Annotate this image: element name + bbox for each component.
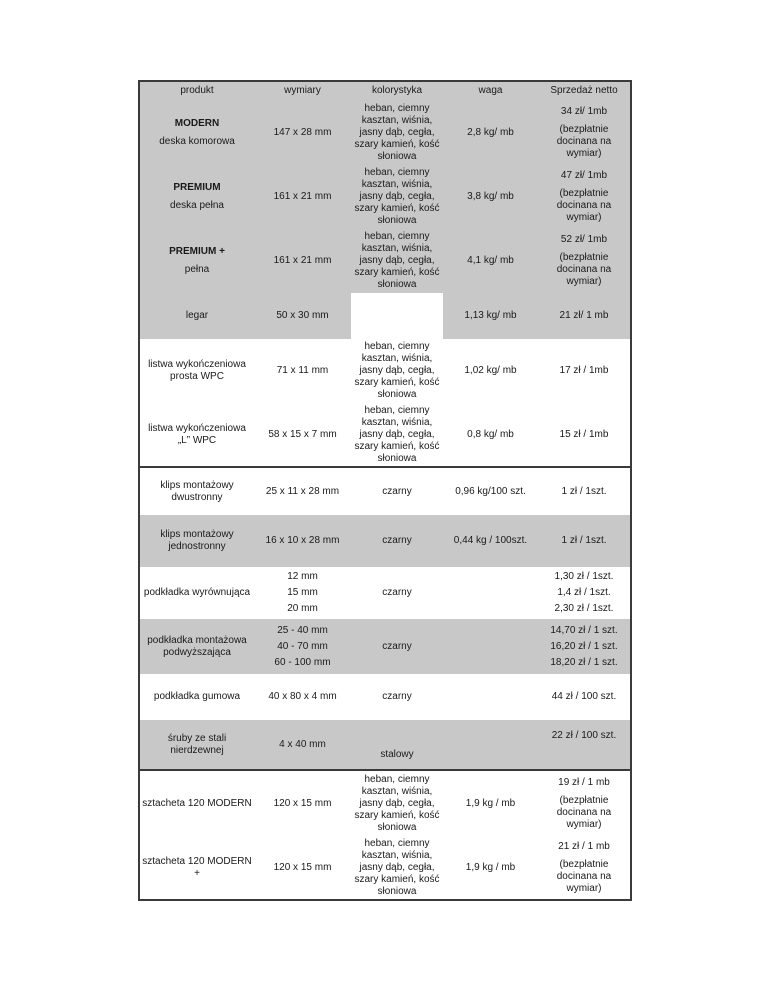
product-prices: 14,70 zł / 1 szt. 16,20 zł / 1 szt. 18,20 zł / 1 szt.: [538, 619, 631, 674]
price-table: [138, 80, 632, 901]
product-colors: heban, ciemny kasztan, wiśnia, jasny dąb, cegła, szary kamień, kość słoniowa: [354, 231, 440, 290]
product-price: 21 zł/ 1 mb: [538, 293, 631, 339]
product-weight-empty: [443, 674, 538, 720]
product-color: czarny: [382, 640, 412, 652]
product-price: 44 zł / 100 szt.: [538, 674, 631, 720]
product-name: legar: [139, 293, 254, 339]
table-row: [139, 165, 631, 229]
product-name: podkładka wyrównująca: [139, 567, 254, 619]
product-weight: 1,9 kg / mb: [443, 770, 538, 836]
product-weight: 4,1 kg/ mb: [467, 255, 514, 266]
product-weight: 2,8 kg/ mb: [467, 126, 514, 138]
product-name: listwa wykończeniowa prosta WPC: [139, 339, 254, 403]
product-colors: heban, ciemny kasztan, wiśnia, jasny dąb, cegła, szary kamień, kość słoniowa: [351, 770, 443, 836]
product-name: sztacheta 120 MODERN +: [139, 836, 254, 900]
product-dim: 161 x 21 mm: [273, 191, 332, 202]
product-name: podkładka montażowa podwyższająca: [139, 619, 254, 674]
product-name: PREMIUM deska pełna: [139, 165, 254, 229]
table-row: [139, 467, 631, 515]
product-name: klips montażowy jednostronny: [139, 515, 254, 567]
header-sprzedaz: Sprzedaż netto: [538, 81, 631, 100]
table-row: [139, 567, 631, 619]
table-row: [139, 619, 631, 674]
product-price: 19 zł / 1 mb (bezpłatnie docinana na wymiar): [538, 770, 631, 836]
product-prices: 1,30 zł / 1szt. 1,4 zł / 1szt. 2,30 zł / 1szt.: [538, 567, 631, 619]
product-dim: 58 x 15 x 7 mm: [268, 428, 337, 440]
header-produkt: produkt: [139, 81, 254, 100]
product-name: PREMIUM + pełna: [139, 229, 254, 293]
product-color: czarny: [382, 535, 412, 546]
product-price: 21 zł / 1 mb (bezpłatnie docinana na wymiar): [538, 836, 631, 900]
product-price: 17 zł / 1mb: [538, 339, 631, 403]
header-wymiary: wymiary: [254, 81, 351, 100]
product-dim: 50 x 30 mm: [276, 310, 329, 321]
product-weight: 3,8 kg/ mb: [467, 191, 514, 202]
header-kolorystyka: kolorystyka: [351, 81, 443, 100]
header-waga: waga: [443, 81, 538, 100]
product-colors: heban, ciemny kasztan, wiśnia, jasny dąb, cegła, szary kamień, kość słoniowa: [354, 341, 440, 400]
table-header: [139, 81, 631, 100]
product-dim: 40 x 80 x 4 mm: [268, 691, 337, 702]
product-weight: 0,96 kg/100 szt.: [443, 467, 538, 515]
product-weight: 0,44 kg / 100szt.: [453, 535, 528, 546]
product-colors: heban, ciemny kasztan, wiśnia, jasny dąb, cegła, szary kamień, kość słoniowa: [354, 102, 440, 162]
product-weight: 1,13 kg/ mb: [464, 310, 517, 321]
product-dim: 120 x 15 mm: [254, 836, 351, 900]
product-dim: 161 x 21 mm: [273, 255, 332, 266]
product-name: podkładka gumowa: [139, 674, 254, 720]
product-colors: heban, ciemny kasztan, wiśnia, jasny dąb, cegła, szary kamień, kość słoniowa: [354, 167, 440, 226]
product-color: czarny: [351, 467, 443, 515]
product-name: śruby ze stali nierdzewnej: [139, 720, 254, 770]
product-price: 15 zł / 1mb: [538, 403, 631, 467]
product-name: sztacheta 120 MODERN: [139, 770, 254, 836]
table-row: [139, 293, 631, 339]
product-dim: 4 x 40 mm: [279, 738, 326, 750]
product-color: czarny: [382, 691, 412, 702]
table-row: [139, 339, 631, 403]
table-row: [139, 674, 631, 720]
product-colors-empty: [351, 293, 443, 339]
product-price: 22 zł / 100 szt.: [538, 720, 631, 770]
table-row: [139, 720, 631, 770]
product-weight: 0,8 kg/ mb: [467, 428, 514, 440]
product-dim: 71 x 11 mm: [276, 365, 329, 376]
table-row: [139, 229, 631, 293]
table-row: [139, 403, 631, 467]
product-colors: heban, ciemny kasztan, wiśnia, jasny dąb, cegła, szary kamień, kość słoniowa: [354, 404, 440, 464]
product-price: 52 zł/ 1mb (bezpłatnie docinana na wymiar): [538, 229, 631, 293]
product-price: 1 zł / 1szt.: [538, 515, 631, 567]
product-price: 34 zł/ 1mb (bezpłatnie docinana na wymiar): [538, 100, 631, 165]
product-dim: 120 x 15 mm: [254, 770, 351, 836]
table-row: [139, 836, 631, 900]
product-name: klips montażowy dwustronny: [139, 467, 254, 515]
product-name: listwa wykończeniowa „L” WPC: [139, 403, 254, 467]
product-color: czarny: [382, 587, 412, 598]
product-price: 47 zł/ 1mb (bezpłatnie docinana na wymiar): [538, 165, 631, 229]
product-weight-empty: [443, 567, 538, 619]
product-price: 1 zł / 1szt.: [538, 467, 631, 515]
product-dims: 25 - 40 mm 40 - 70 mm 60 - 100 mm: [274, 624, 331, 668]
product-colors: heban, ciemny kasztan, wiśnia, jasny dąb, cegła, szary kamień, kość słoniowa: [351, 836, 443, 900]
table-row: [139, 770, 631, 836]
product-weight: 1,9 kg / mb: [443, 836, 538, 900]
table-row: [139, 515, 631, 567]
product-weight-empty: [443, 720, 538, 770]
product-name: MODERN deska komorowa: [139, 100, 254, 165]
product-weight-empty: [443, 619, 538, 674]
product-dim: 147 x 28 mm: [273, 126, 332, 138]
product-weight: 1,02 kg/ mb: [464, 365, 517, 376]
product-dim: 25 x 11 x 28 mm: [254, 467, 351, 515]
product-color: stalowy: [380, 749, 414, 760]
product-dim: 16 x 10 x 28 mm: [265, 535, 340, 546]
table-row: [139, 100, 631, 165]
product-dims: 12 mm 15 mm 20 mm: [287, 571, 318, 614]
